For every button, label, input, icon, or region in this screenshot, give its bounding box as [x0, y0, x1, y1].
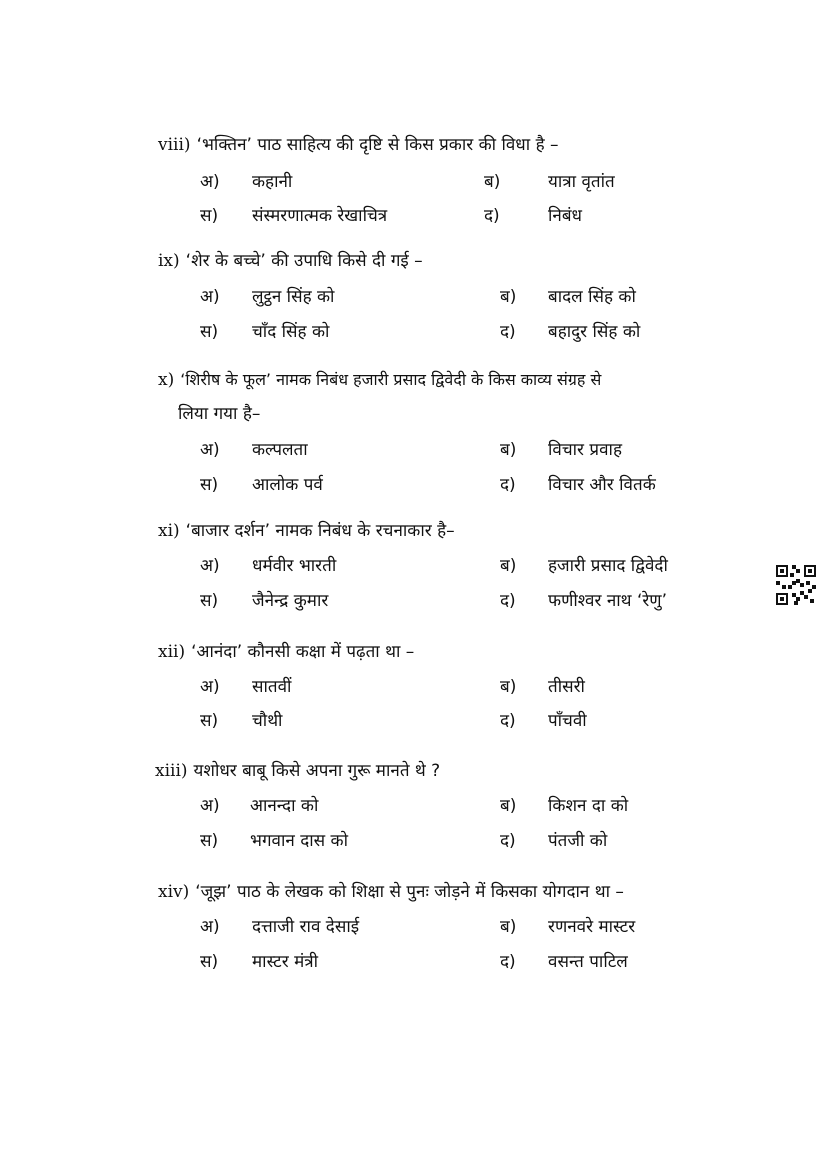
question-text: xii) ‘आनंदा’ कौनसी कक्षा में पढ़ता था – — [158, 642, 415, 662]
option-text: कहानी — [252, 172, 293, 192]
option-label: ब) — [500, 796, 517, 816]
option-label: स) — [200, 952, 219, 972]
option-text: लुट्ठन सिंह को — [252, 287, 335, 307]
option-label: द) — [500, 322, 516, 342]
option-text: पंतजी को — [548, 831, 608, 851]
option-label: अ) — [200, 440, 220, 460]
option-text: आलोक पर्व — [252, 475, 323, 495]
option-label: स) — [200, 591, 219, 611]
question-text: ix) ‘शेर के बच्चे’ की उपाधि किसे दी गई – — [158, 251, 423, 271]
option-text: भगवान दास को — [250, 831, 349, 851]
option-text: धर्मवीर भारती — [252, 556, 337, 576]
option-text: पाँचवी — [548, 711, 587, 731]
option-text: निबंध — [548, 206, 582, 226]
option-text: यात्रा वृतांत — [548, 172, 615, 192]
option-label: ब) — [500, 556, 517, 576]
option-label: ब) — [500, 917, 517, 937]
option-label: द) — [500, 475, 516, 495]
question-number: xiv) — [158, 882, 190, 902]
option-label: अ) — [200, 172, 220, 192]
option-text: जैनेन्द्र कुमार — [252, 591, 329, 611]
option-label: द) — [500, 591, 516, 611]
question-number: viii) — [158, 135, 191, 155]
option-text: कल्पलता — [252, 440, 308, 460]
option-label: ब) — [500, 677, 517, 697]
question-text: xi) ‘बाजार दर्शन’ नामक निबंध के रचनाकार है– — [158, 521, 455, 541]
option-text: रणनवरे मास्टर — [548, 917, 636, 937]
option-text: विचार और वितर्क — [548, 475, 656, 495]
option-label: स) — [200, 322, 219, 342]
option-label: स) — [200, 206, 219, 226]
option-text: चाँद सिंह को — [252, 322, 330, 342]
option-label: द) — [484, 206, 500, 226]
option-text: बहादुर सिंह को — [548, 322, 641, 342]
option-text: हजारी प्रसाद द्विवेदी — [548, 556, 668, 576]
option-label: स) — [200, 831, 219, 851]
option-text: विचार प्रवाह — [548, 440, 622, 460]
option-text: सातवीं — [252, 677, 292, 697]
option-label: ब) — [500, 287, 517, 307]
question-number: xi) — [158, 521, 180, 541]
option-label: ब) — [500, 440, 517, 460]
option-text: तीसरी — [548, 677, 585, 697]
question-number: ix) — [158, 251, 180, 271]
option-text: फणीश्वर नाथ ‘रेणु’ — [548, 591, 667, 611]
option-label: अ) — [200, 556, 220, 576]
option-label: अ) — [200, 917, 220, 937]
question-number: xii) — [158, 642, 186, 662]
option-text: आनन्दा को — [250, 796, 319, 816]
question-text: x) ‘शिरीष के फूल’ नामक निबंध हजारी प्रसाद द्विवेदी के किस काव्य संग्रह से — [158, 370, 602, 390]
option-label: ब) — [484, 172, 501, 192]
question-text: viii) ‘भक्तिन’ पाठ साहित्य की दृष्टि से किस प्रकार की विधा है – — [158, 135, 559, 155]
question-text: xiii) यशोधर बाबू किसे अपना गुरू मानते थे ? — [155, 761, 441, 781]
option-label: द) — [500, 831, 516, 851]
option-label: द) — [500, 711, 516, 731]
option-label: अ) — [200, 287, 220, 307]
option-text: संस्मरणात्मक रेखाचित्र — [252, 206, 388, 226]
question-number: xiii) — [155, 761, 188, 781]
question-text-line2: लिया गया है– — [178, 404, 261, 424]
option-text: दत्ताजी राव देसाई — [252, 917, 360, 937]
option-label: अ) — [200, 677, 220, 697]
option-text: चौथी — [252, 711, 283, 731]
option-label: स) — [200, 711, 219, 731]
question-number: x) — [158, 370, 175, 390]
question-text: xiv) ‘जूझ’ पाठ के लेखक को शिक्षा से पुनः जोड़ने में किसका योगदान था – — [158, 882, 624, 902]
qr-code-icon — [776, 565, 816, 605]
option-text: किशन दा को — [548, 796, 629, 816]
option-label: स) — [200, 475, 219, 495]
option-label: द) — [500, 952, 516, 972]
option-text: वसन्त पाटिल — [548, 952, 628, 972]
option-text: बादल सिंह को — [548, 287, 636, 307]
option-text: मास्टर मंत्री — [252, 952, 319, 972]
option-label: अ) — [200, 796, 220, 816]
